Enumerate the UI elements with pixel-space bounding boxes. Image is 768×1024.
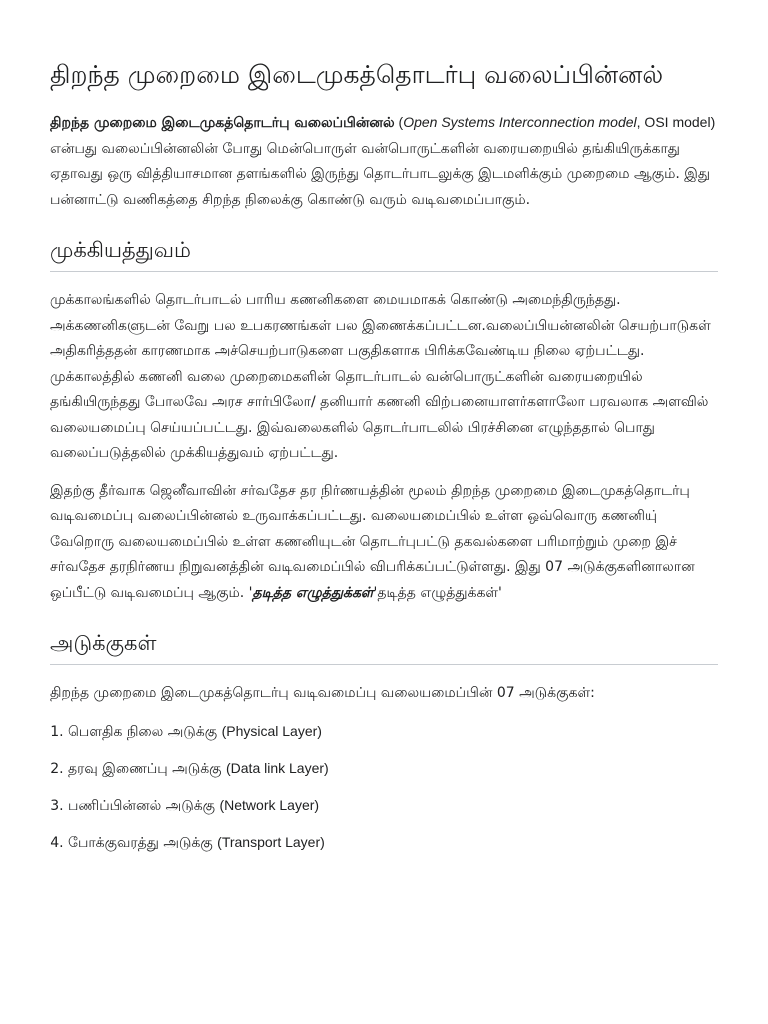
list-item xyxy=(68,756,718,782)
layer-english: (Physical Layer) xyxy=(221,722,322,739)
importance-paragraph-2 xyxy=(50,479,718,607)
intro-rest: என்பது வலைப்பின்னலின் போது மென்பொருள் வன்பொருட்களின் வரையறையில் தங்கியிருக்காது ஏதாவது ஒரு வித்தியாசமான தளங்களில் இருந்து தொடர்பாடலுக்கு இடமளிக்கும் முறைமை ஆகும். இது பன்னாட்டு வணிகத்தை சிறந்த நிலைக்கு கொண்டு வரும் வடிவமைப்பாகும். xyxy=(50,140,711,208)
layer-name: போக்குவரத்து அடுக்கு xyxy=(68,834,213,851)
intro-bold-term: திறந்த முறைமை இடைமுகத்தொடர்பு வலைப்பின்னல் xyxy=(50,115,395,131)
layer-english: (Data link Layer) xyxy=(226,759,329,776)
section-heading-importance: முக்கியத்துவம் xyxy=(50,235,718,272)
importance-paragraph-1: முக்காலங்களில் தொடர்பாடல் பாரிய கணனிகளை மையமாகக் கொண்டு அமைந்திருந்தது. அக்கணனிகளுடன் வேறு பல உபகரணங்கள் பல இணைக்கப்பட்டன.வலைப்பியன்னலின் செயற்பாடுகள் அதிகரித்ததன் காரணமாக அச்செயற்பாடுகளை பகுதிகளாக பிரிக்கவேண்டிய நிலை ஏற்பட்டது. முக்காலத்தில் கணனி வலை முறைமைகளின் தொடர்பாடல் வன்பொருட்களின் வரையறையில் தங்கியிருந்தது போலவே அரச சார்பிலோ/ தனியார் கணனி விற்பனையாளர்களாலோ பரவலாக அளவில் வலையமைப்பு செய்யப்பட்டது. இவ்வலைகளில் தொடர்பாடலில் பிரச்சினை எழுந்ததால் பொது வலைப்படுத்தலில் முக்கியத்துவம் ஏற்பட்டது. xyxy=(50,292,711,461)
list-item xyxy=(68,793,718,819)
layers-list xyxy=(68,719,718,856)
importance-paragraph-2-bold: தடித்த எழுத்துக்கள் xyxy=(252,584,374,601)
layer-english: (Network Layer) xyxy=(219,796,320,813)
layers-intro: திறந்த முறைமை இடைமுகத்தொடர்பு வடிவமைப்பு வலையமைப்பின் 07 அடுக்குகள்: xyxy=(50,685,595,701)
layer-english: (Transport Layer) xyxy=(217,833,325,850)
intro-abbr: , OSI model) xyxy=(636,114,716,130)
list-item xyxy=(68,830,718,856)
section-heading-layers: அடுக்குகள் xyxy=(50,628,718,665)
intro-open-paren: ( xyxy=(394,114,404,130)
list-item xyxy=(68,719,718,745)
page-title: திறந்த முறைமை இடைமுகத்தொடர்பு வலைப்பின்னல் xyxy=(50,60,664,89)
layer-name: பணிப்பின்னல் அடுக்கு xyxy=(68,797,216,814)
layer-name: தரவு இணைப்பு அடுக்கு xyxy=(68,760,222,777)
intro-paragraph xyxy=(50,110,718,213)
importance-paragraph-2-text: இதற்கு தீர்வாக ஜெனீவாவின் சர்வதேச தர நிர்ணயத்தின் மூலம் திறந்த முறைமை இடைமுகத்தொடர்பு வடிவமைப்பு வலைப்பின்னல் உருவாக்கப்பட்டது. வலையமைப்பில் உள்ள ஒவ்வொரு கணனியு் வேறொரு வலையமைப்பில் உள்ள கணனியுடன் தொடர்புபட்டு தகவல்களை பரிமாற்றும் முறை இச் சர்வதேச தரநிர்ணய நிறுவனத்தின் வடிவமைப்பில் விபரிக்கப்பட்டுள்ளது. இது 07 அடுக்குகளினாலான ஒப்பீட்டு வடிவமைப்பு ஆகும். ' xyxy=(50,482,695,601)
intro-english-name: Open Systems Interconnection model xyxy=(403,114,637,130)
layer-name: பௌதிக நிலை அடுக்கு xyxy=(68,723,218,740)
importance-paragraph-2-end: 'தடித்த எழுத்துக்கள்' xyxy=(373,584,502,601)
